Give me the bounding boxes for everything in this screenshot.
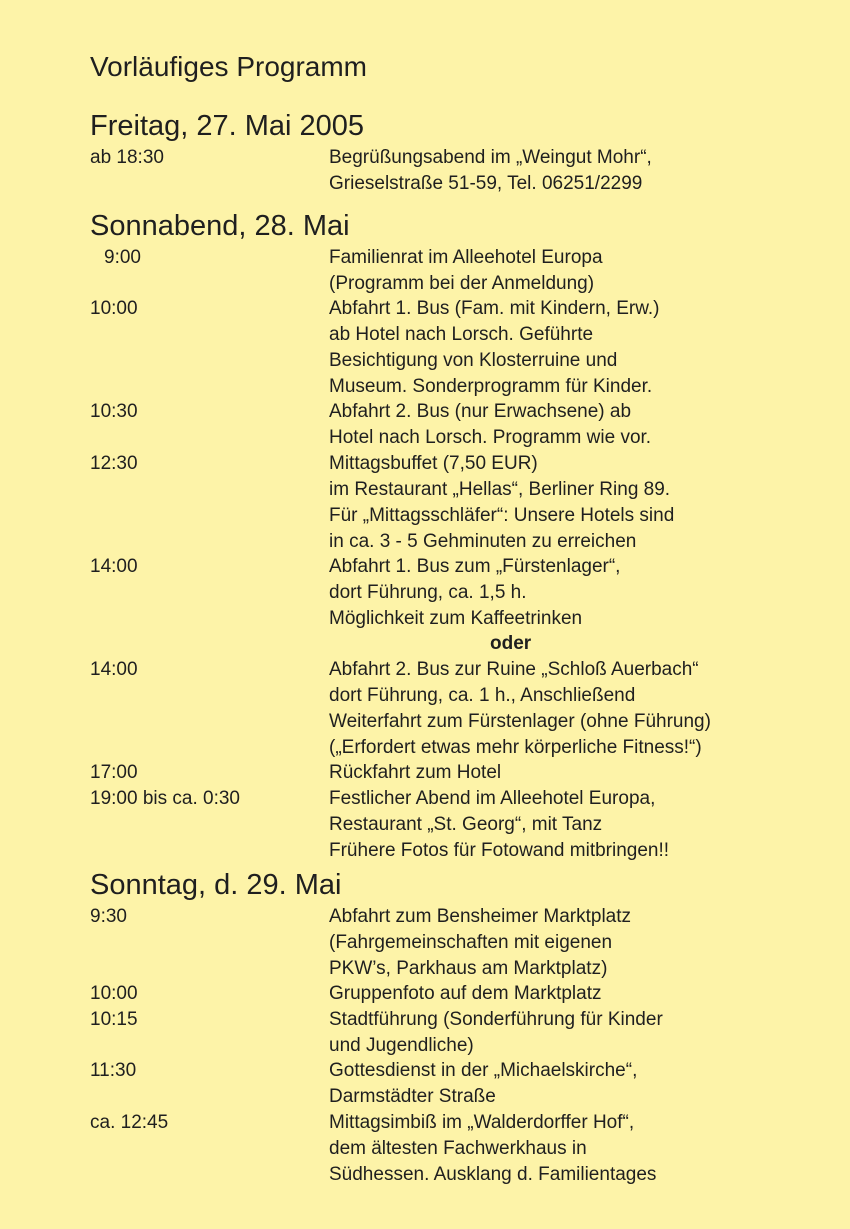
description-line: Abfahrt zum Bensheimer Marktplatz: [329, 906, 632, 927]
description-line: Abfahrt 2. Bus (nur Erwachsene) ab: [329, 401, 632, 422]
description-line: („Erfordert etwas mehr körperliche Fitness!“): [329, 737, 702, 758]
description-line: in ca. 3 - 5 Gehminuten zu erreichen: [329, 531, 637, 552]
entry-description: [329, 145, 809, 197]
description-line: Familienrat im Alleehotel Europa: [329, 247, 603, 268]
description-line: Südhessen. Ausklang d. Familientages: [329, 1164, 657, 1185]
entry-description: [329, 399, 809, 451]
entry-description: [329, 981, 809, 1007]
entry-description: [329, 657, 809, 761]
description-line: Darmstädter Straße: [329, 1086, 496, 1107]
description-line: Abfahrt 1. Bus zum „Fürstenlager“,: [329, 556, 621, 577]
entry-description: [329, 760, 809, 786]
description-line: Besichtigung von Klosterruine und: [329, 350, 618, 371]
entry-description: [329, 554, 809, 632]
description-line: dort Führung, ca. 1,5 h.: [329, 582, 527, 603]
entry-time: 9:00: [104, 247, 141, 268]
description-line: Abfahrt 2. Bus zur Ruine „Schloß Auerbach“: [329, 659, 699, 680]
entry-time: 9:30: [90, 906, 127, 927]
entry-time: 12:30: [90, 453, 138, 474]
description-line: PKW’s, Parkhaus am Marktplatz): [329, 958, 608, 979]
description-line: Begrüßungsabend im „Weingut Mohr“,: [329, 147, 652, 168]
page-title: Vorläufiges Programm: [90, 51, 368, 82]
entry-time: 10:00: [90, 298, 138, 319]
day-heading-friday: Freitag, 27. Mai 2005: [90, 110, 365, 142]
description-line: (Fahrgemeinschaften mit eigenen: [329, 932, 613, 953]
description-line: Möglichkeit zum Kaffeetrinken: [329, 608, 583, 629]
description-line: Gottesdienst in der „Michaelskirche“,: [329, 1060, 638, 1081]
entry-description: [329, 1110, 809, 1188]
description-line: Für „Mittagsschläfer“: Unsere Hotels sind: [329, 505, 675, 526]
description-line: im Restaurant „Hellas“, Berliner Ring 89.: [329, 479, 671, 500]
entry-time: 14:00: [90, 556, 138, 577]
entry-time: ca. 12:45: [90, 1112, 169, 1133]
description-line: und Jugendliche): [329, 1035, 474, 1056]
description-line: Frühere Fotos für Fotowand mitbringen!!: [329, 840, 670, 861]
entry-description: [329, 296, 809, 400]
entry-time: ab 18:30: [90, 147, 164, 168]
entry-time: 19:00 bis ca. 0:30: [90, 788, 240, 809]
description-line: Abfahrt 1. Bus (Fam. mit Kindern, Erw.): [329, 298, 660, 319]
description-line: Festlicher Abend im Alleehotel Europa,: [329, 788, 656, 809]
entry-description: [329, 451, 809, 555]
description-line: Stadtführung (Sonderführung für Kinder: [329, 1009, 663, 1030]
description-line: Rückfahrt zum Hotel: [329, 762, 502, 783]
day-heading-saturday: Sonnabend, 28. Mai: [90, 210, 350, 242]
description-line: dem ältesten Fachwerkhaus in: [329, 1138, 587, 1159]
entry-description: [329, 904, 809, 982]
description-line: Restaurant „St. Georg“, mit Tanz: [329, 814, 603, 835]
entry-time: 17:00: [90, 762, 138, 783]
description-line: Mittagsbuffet (7,50 EUR): [329, 453, 538, 474]
description-line: Museum. Sonderprogramm für Kinder.: [329, 376, 653, 397]
entry-description: [329, 1007, 809, 1059]
description-line: Gruppenfoto auf dem Marktplatz: [329, 983, 602, 1004]
day-heading-sunday: Sonntag, d. 29. Mai: [90, 869, 342, 901]
entry-time: 10:30: [90, 401, 138, 422]
entry-description: [329, 1058, 809, 1110]
description-line: dort Führung, ca. 1 h., Anschließend: [329, 685, 636, 706]
entry-description: [329, 245, 809, 297]
entry-time: 14:00: [90, 659, 138, 680]
description-line: Weiterfahrt zum Fürstenlager (ohne Führung): [329, 711, 711, 732]
description-line: Hotel nach Lorsch. Programm wie vor.: [329, 427, 652, 448]
description-line: Grieselstraße 51-59, Tel. 06251/2299: [329, 173, 643, 194]
entry-time: 10:00: [90, 983, 138, 1004]
description-line: Mittagsimbiß im „Walderdorffer Hof“,: [329, 1112, 635, 1133]
description-line: ab Hotel nach Lorsch. Geführte: [329, 324, 594, 345]
entry-time: 11:30: [90, 1060, 137, 1081]
entry-description: [329, 786, 809, 864]
entry-time: 10:15: [90, 1009, 138, 1030]
description-line: (Programm bei der Anmeldung): [329, 273, 595, 294]
alternative-separator: oder: [490, 633, 532, 654]
